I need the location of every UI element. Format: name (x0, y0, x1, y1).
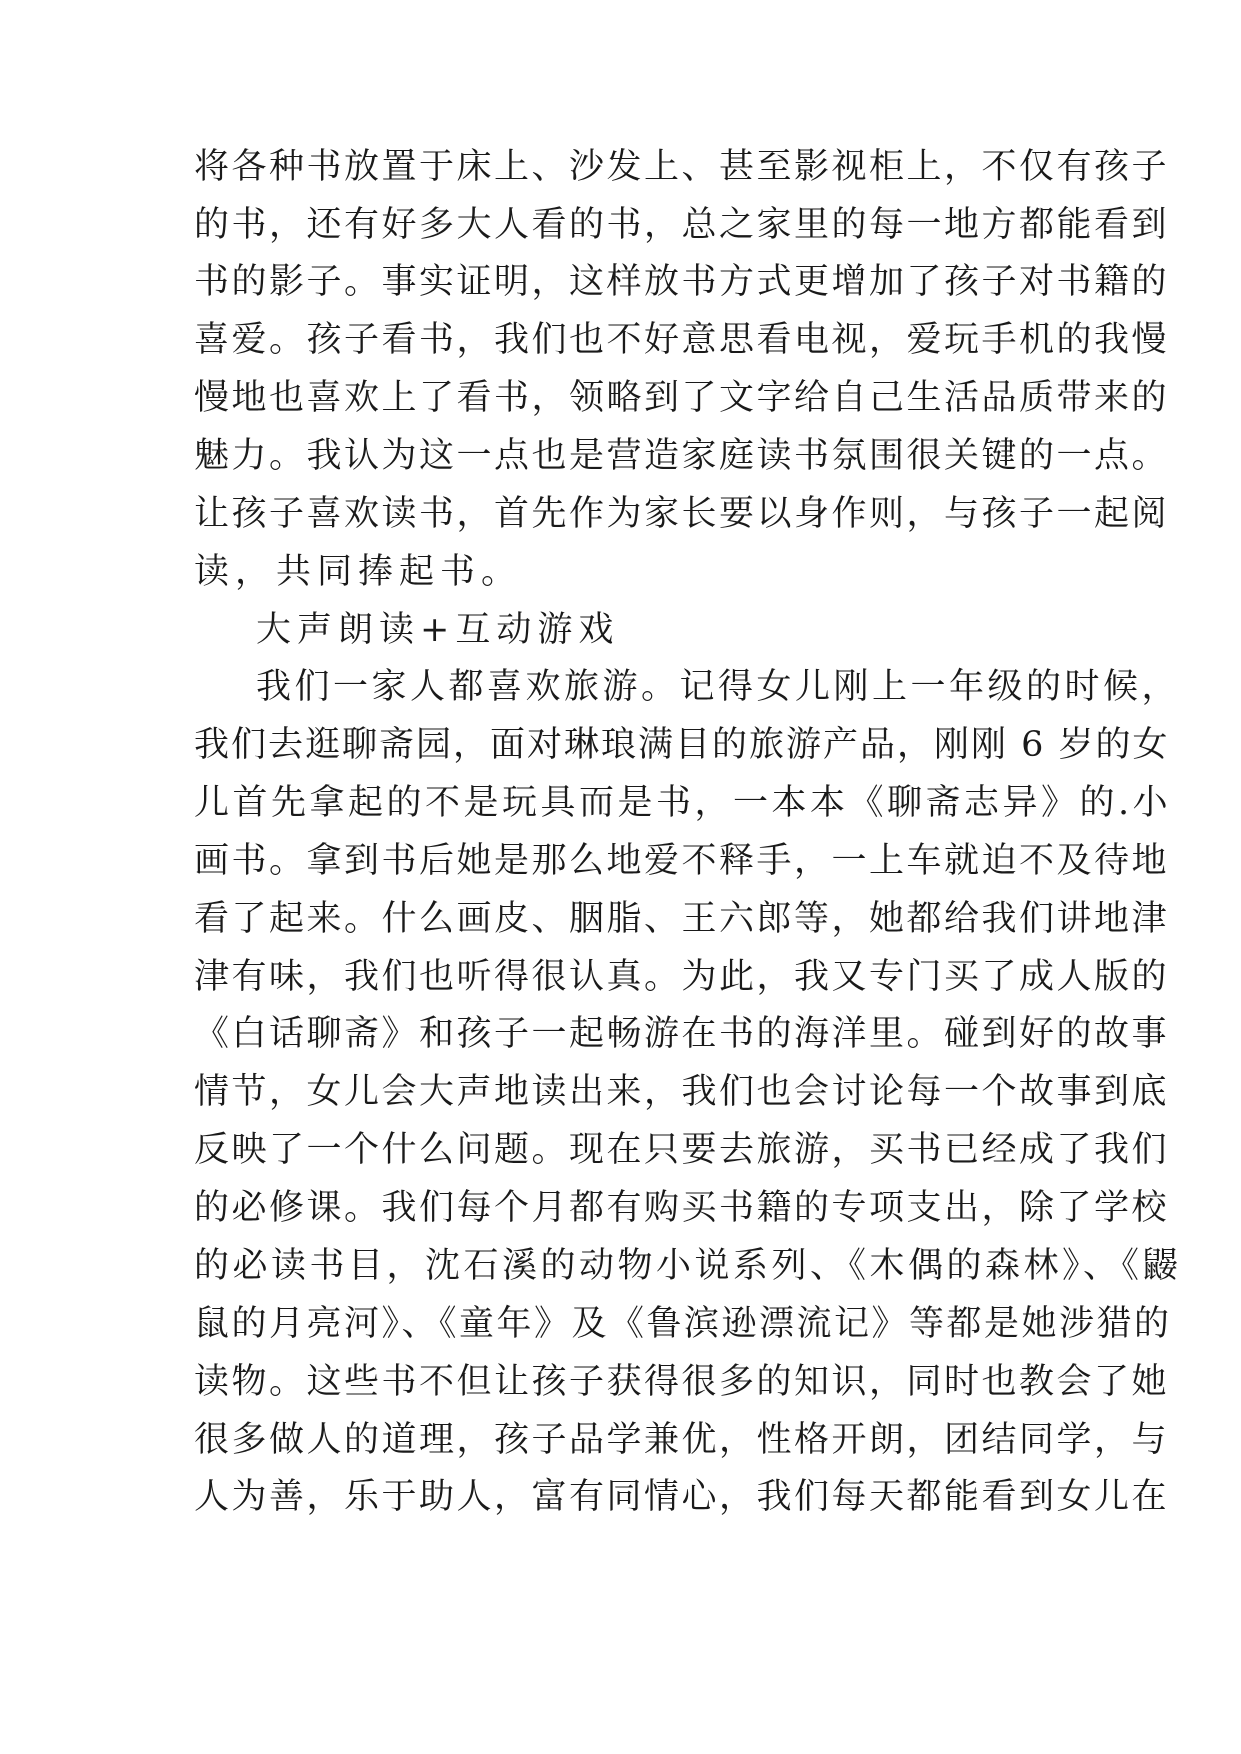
section-heading: 大声朗读+互动游戏 (256, 610, 620, 650)
text-line: 情节，女儿会大声地读出来，我们也会讨论每一个故事到底 (194, 1072, 1170, 1112)
text-line: 《白话聊斋》和孩子一起畅游在书的海洋里。碰到好的故事 (194, 1014, 1170, 1054)
text-line: 反映了一个什么问题。现在只要去旅游，买书已经成了我们 (194, 1130, 1170, 1170)
text-line: 让孩子喜欢读书，首先作为家长要以身作则，与孩子一起阅 (194, 494, 1170, 534)
text-line: 将各种书放置于床上、沙发上、甚至影视柜上，不仅有孩子 (194, 147, 1170, 187)
text-line: 鼠的月亮河》、《童年》及《鲁滨逊漂流记》等都是她涉猎的 (194, 1304, 1172, 1344)
text-line: 的必读书目，沈石溪的动物小说系列、《木偶的森林》、《鼹 (194, 1246, 1182, 1286)
text-line: 儿首先拿起的不是玩具而是书，一本本《聊斋志异》的.小 (194, 783, 1172, 823)
text-line: 我们一家人都喜欢旅游。记得女儿刚上一年级的时候， (256, 667, 1181, 707)
text-line: 慢地也喜欢上了看书，领略到了文字给自己生活品质带来的 (194, 378, 1170, 418)
text-line: 的书，还有好多大人看的书，总之家里的每一地方都能看到 (194, 205, 1170, 245)
text-line: 我们去逛聊斋园，面对琳琅满目的旅游产品，刚刚 6 岁的女 (194, 725, 1170, 765)
text-line: 津有味，我们也听得很认真。为此，我又专门买了成人版的 (194, 957, 1170, 997)
text-line: 喜爱。孩子看书，我们也不好意思看电视，爱玩手机的我慢 (194, 320, 1170, 360)
text-line: 人为善，乐于助人，富有同情心，我们每天都能看到女儿在 (194, 1477, 1170, 1517)
text-line: 画书。拿到书后她是那么地爱不释手，一上车就迫不及待地 (194, 841, 1170, 881)
text-line: 的必修课。我们每个月都有购买书籍的专项支出，除了学校 (194, 1188, 1170, 1228)
text-line: 很多做人的道理，孩子品学兼优，性格开朗，团结同学，与 (194, 1420, 1170, 1460)
text-line: 读物。这些书不但让孩子获得很多的知识，同时也教会了她 (194, 1362, 1170, 1402)
text-line: 魅力。我认为这一点也是营造家庭读书氛围很关键的一点。 (194, 436, 1170, 476)
text-line: 读，共同捧起书。 (194, 552, 523, 592)
text-line: 看了起来。什么画皮、胭脂、王六郎等，她都给我们讲地津 (194, 899, 1170, 939)
text-line: 书的影子。事实证明，这样放书方式更增加了孩子对书籍的 (194, 262, 1170, 302)
